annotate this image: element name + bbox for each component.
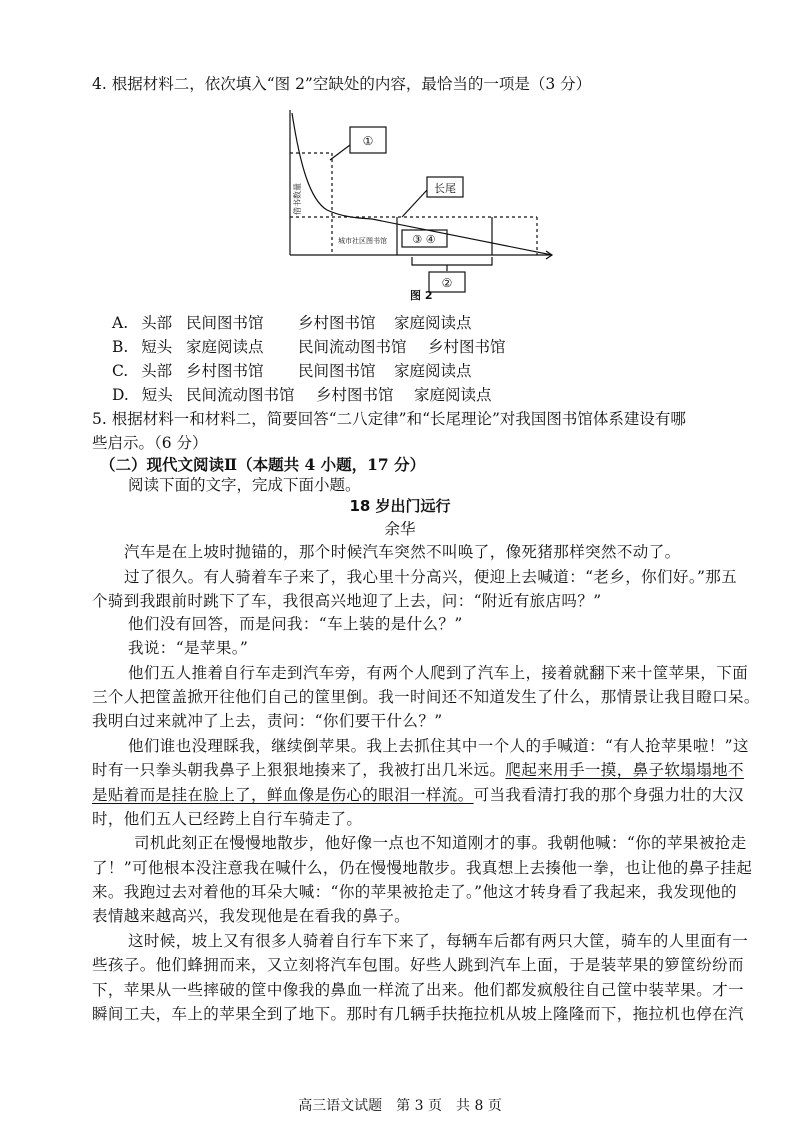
option-part: 家庭阅读点 bbox=[394, 362, 472, 380]
article-line: 三个人把筐盖掀开往他们自己的筐里倒。我一时间还不知道发生了什么，那情景让我目瞪口呆。 bbox=[92, 688, 760, 706]
question-4-stem: 4. 根据材料二，依次填入“图 2”空缺处的内容，最恰当的一项是（3 分） bbox=[92, 75, 592, 93]
article-title: 18 岁出门远行 bbox=[349, 497, 451, 515]
page-footer: 高三语文试题 第 3 页 共 8 页 bbox=[298, 1098, 502, 1114]
article-line: 他们五人推着自行车走到汽车旁，有两个人爬到了汽车上，接着就翻下来十筐苹果，下面 bbox=[128, 664, 749, 682]
section-heading: （二）现代文阅读Ⅱ（本题共 4 小题，17 分） bbox=[100, 455, 426, 474]
article-line: 他们没有回答，而是问我：“车上装的是什么？” bbox=[128, 615, 463, 633]
article-line: 汽车是在上坡时抛锚的，那个时候汽车突然不叫唤了，像死猪那样突然不动了。 bbox=[124, 543, 681, 561]
y-axis-label: 借书数量 bbox=[293, 183, 302, 215]
option-part: 乡村图书馆 bbox=[186, 362, 264, 380]
article-text: 时有一只拳头朝我鼻子上狠狠地揍来了，我被打出几米远。 bbox=[92, 761, 506, 779]
option-b[interactable] bbox=[112, 335, 506, 359]
option-c[interactable] bbox=[112, 359, 472, 383]
box-2-label: ② bbox=[441, 276, 453, 290]
article-line bbox=[92, 783, 744, 807]
option-letter: A. bbox=[112, 314, 129, 332]
article-text: 可当我看清打我的那个身强力壮的大汉 bbox=[473, 786, 744, 804]
option-part: 民间流动图书馆 bbox=[186, 386, 295, 404]
article-line: 这时候，坡上又有很多人骑着自行车下来了，每辆车后都有两只大筐，骑车的人里面有一 bbox=[128, 932, 749, 950]
underlined-text: 爬起来用手一摸，鼻子软塌塌地不 bbox=[505, 761, 744, 779]
box-1-label: ① bbox=[362, 134, 374, 148]
figure-caption: 图 2 bbox=[410, 289, 433, 302]
community-library-label: 城市社区图书馆 bbox=[338, 237, 387, 245]
option-part: 家庭阅读点 bbox=[186, 338, 264, 356]
article-line: 个骑到我跟前时跳下了车，我很高兴地迎了上去，问：“附近有旅店吗？” bbox=[92, 592, 602, 610]
article-line: 些孩子。他们蜂拥而来，又立刻将汽车包围。好些人跳到汽车上面，于是装苹果的箩筐纷纷而 bbox=[92, 956, 744, 974]
article-line: 他们谁也没理睬我，继续倒苹果。我上去抓住其中一个人的手喊道：“有人抢苹果啦！”这 bbox=[128, 737, 749, 755]
section-instruction: 阅读下面的文字，完成下面小题。 bbox=[128, 476, 361, 494]
option-part: 乡村图书馆 bbox=[316, 386, 394, 404]
article-line bbox=[92, 758, 744, 782]
option-part: 头部 bbox=[141, 314, 173, 332]
option-part: 短头 bbox=[141, 338, 173, 356]
option-letter: B. bbox=[112, 338, 129, 356]
question-5-line-1: 5. 根据材料一和材料二，简要回答“二八定律”和“长尾理论”对我国图书馆体系建设有哪 bbox=[92, 410, 686, 428]
option-part: 乡村图书馆 bbox=[298, 314, 376, 332]
article-line: 来。我跑过去对着他的耳朵大喊：“你的苹果被抢走了。”他这才转身看了我起来，我发现他的 bbox=[92, 883, 737, 901]
article-line: 了！”可他根本没注意我在喊什么，仍在慢慢地散步。我真想上去揍他一拳，也让他的鼻子挂起 bbox=[92, 859, 753, 877]
option-part: 民间图书馆 bbox=[186, 314, 264, 332]
article-author: 余华 bbox=[384, 520, 416, 538]
article-line: 下，苹果从一些摔破的筐中像我的鼻血一样流了出来。他们都发疯般往自己筐中装苹果。才一 bbox=[92, 981, 744, 999]
box-3-4-label: ③ ④ bbox=[412, 233, 436, 246]
question-5-line-2: 些启示。（6 分） bbox=[92, 434, 208, 452]
option-a[interactable] bbox=[112, 311, 472, 335]
long-tail-label: 长尾 bbox=[434, 182, 456, 195]
article-line: 我说：“是苹果。” bbox=[128, 639, 249, 657]
article-line: 时，他们五人已经跨上自行车骑走了。 bbox=[92, 810, 363, 828]
long-tail-figure bbox=[282, 105, 567, 305]
option-part: 头部 bbox=[141, 362, 173, 380]
option-part: 民间图书馆 bbox=[298, 362, 376, 380]
option-d[interactable] bbox=[112, 383, 492, 407]
option-part: 民间流动图书馆 bbox=[298, 338, 407, 356]
article-line: 瞬间工夫，车上的苹果全到了地下。那时有几辆手扶拖拉机从坡上隆隆而下，拖拉机也停在汽 bbox=[92, 1005, 744, 1023]
option-letter: C. bbox=[112, 362, 129, 380]
option-part: 短头 bbox=[141, 386, 173, 404]
option-part: 家庭阅读点 bbox=[394, 314, 472, 332]
article-line: 司机此刻正在慢慢地散步，他好像一点也不知道刚才的事。我朝他喊：“你的苹果被抢走 bbox=[134, 834, 747, 852]
option-part: 乡村图书馆 bbox=[428, 338, 506, 356]
underlined-text: 是贴着而是挂在脸上了，鲜血像是伤心的眼泪一样流。 bbox=[92, 786, 474, 804]
article-line: 我明白过来就冲了上去，责问：“你们要干什么？” bbox=[92, 712, 443, 730]
article-line: 过了很久。有人骑着车子来了，我心里十分高兴，便迎上去喊道：“老乡，你们好。”那五 bbox=[124, 568, 738, 586]
option-part: 家庭阅读点 bbox=[414, 386, 492, 404]
option-letter: D. bbox=[112, 386, 129, 404]
article-line: 表情越来越高兴，我发现他是在看我的鼻子。 bbox=[92, 907, 411, 925]
